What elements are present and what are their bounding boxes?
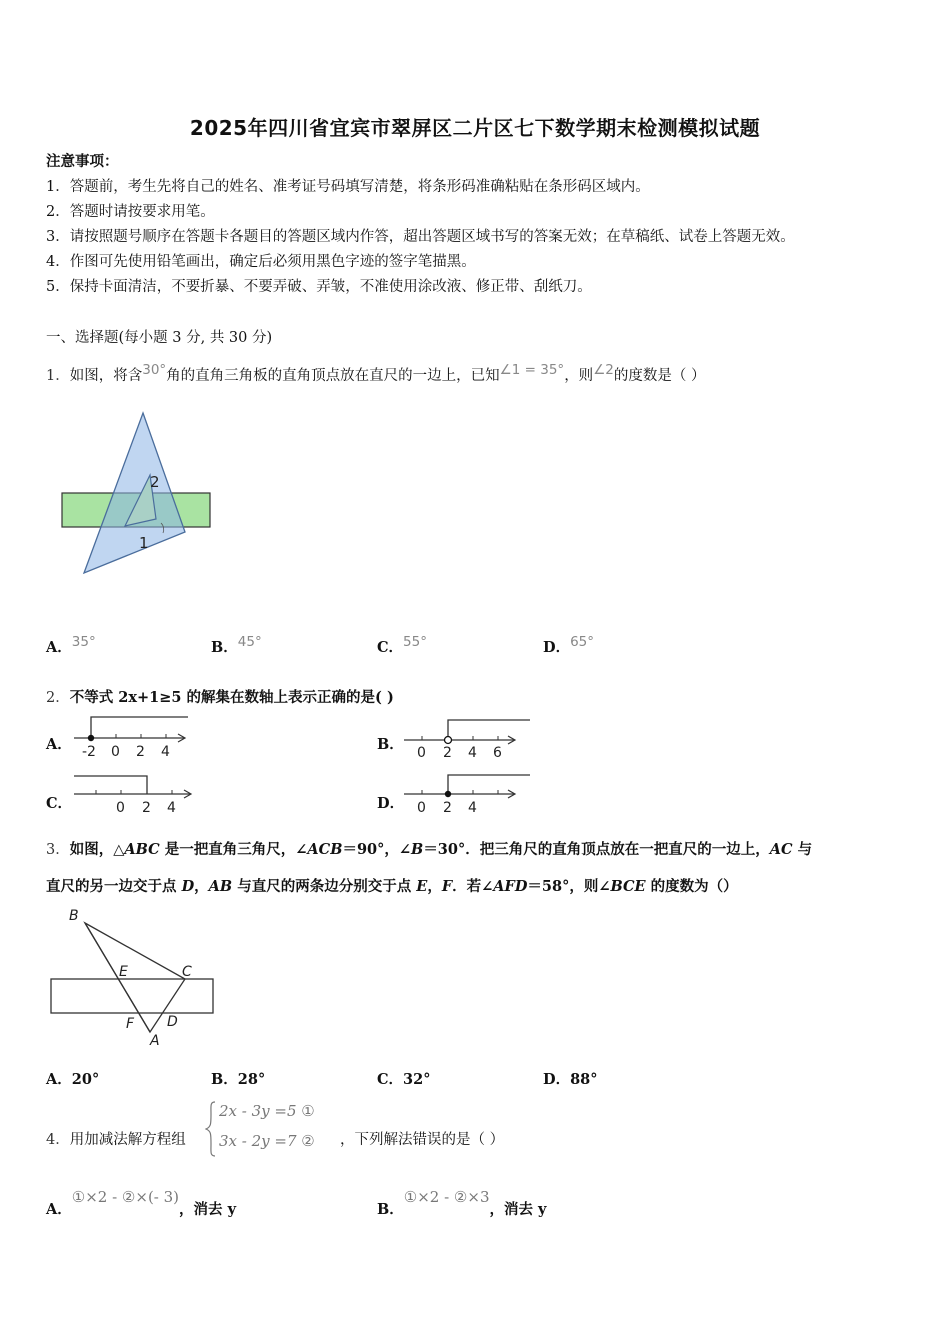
option-value: 88° <box>570 1071 598 1088</box>
option-expression: ①×2 - ②×3 <box>403 1188 490 1206</box>
q3-var: ACB <box>307 841 343 858</box>
point-D: D <box>167 1014 178 1030</box>
question-3-line2 <box>46 875 738 896</box>
question-number: 4． <box>46 1132 70 1148</box>
notice-heading: 注意事项： <box>46 153 119 170</box>
tick-label: 0 <box>116 800 125 816</box>
q1-figure <box>55 405 220 580</box>
question-number: 3． <box>46 842 70 858</box>
question-1 <box>46 362 706 385</box>
q4-option-b[interactable] <box>377 1188 547 1219</box>
option-letter: A． <box>46 736 72 753</box>
tick-label: 0 <box>417 800 426 816</box>
q2-option-d[interactable] <box>377 792 404 813</box>
option-value: 20° <box>71 1071 100 1088</box>
option-letter: B． <box>211 1071 238 1088</box>
q3-figure <box>45 905 220 1050</box>
q1-option-b[interactable] <box>211 634 262 657</box>
option-letter: C． <box>46 795 73 812</box>
notice-item: 4．作图可先使用铅笔画出，确定后必须用黑色字迹的签字笔描黑。 <box>46 254 476 270</box>
equation-mark: ① <box>301 1102 315 1120</box>
tick-label: 4 <box>161 744 170 760</box>
notice-item: 1．答题前，考生先将自己的姓名、准考证号码填写清楚，将条形码准确粘贴在条形码区域内。 <box>46 179 650 195</box>
q4-equation-system <box>205 1100 340 1158</box>
q1-option-d[interactable] <box>543 634 594 657</box>
q4-text-pre: 用加减法解方程组 <box>69 1132 186 1148</box>
q3-text: 与 <box>792 841 813 858</box>
tick-label: 0 <box>417 745 426 761</box>
q3-option-a[interactable] <box>46 1068 99 1089</box>
question-number: 2． <box>46 690 70 706</box>
q3-text: ．若∠ <box>452 878 494 895</box>
ruler <box>51 979 213 1013</box>
option-letter: C． <box>377 1071 404 1088</box>
tick-label: 4 <box>468 800 477 816</box>
solution-ray <box>448 720 530 740</box>
option-suffix: ，消去 y <box>489 1201 547 1218</box>
q3-text: 如图，△ <box>69 841 125 858</box>
q3-var: F <box>441 878 453 895</box>
question-number: 1． <box>46 367 70 384</box>
q3-var: AFD <box>493 878 528 895</box>
solid-point <box>88 735 94 741</box>
option-letter: B． <box>377 736 404 753</box>
q1-text-post: 的度数是（ ） <box>613 367 706 384</box>
tick-label: 2 <box>443 745 452 761</box>
q3-text: 是一把直角三角尺，∠ <box>159 841 308 858</box>
q3-text: 的度数为（） <box>645 878 738 895</box>
q3-text: ＝90°，∠ <box>342 841 412 858</box>
q3-text: ， <box>427 878 442 895</box>
q2-numberline-d <box>402 772 532 818</box>
q1-option-a[interactable] <box>46 634 96 657</box>
option-letter: D． <box>543 638 571 656</box>
q2-option-b[interactable] <box>377 733 404 754</box>
notice-item: 3．请按照题号顺序在答题卡各题目的答题区域内作答，超出答题区域书写的答案无效；在草稿纸、试卷上答题无效。 <box>46 229 795 245</box>
q1-text-pre: 如图，将含 <box>69 367 143 384</box>
q1-option-c[interactable] <box>377 634 427 657</box>
option-value: 65° <box>570 634 595 650</box>
q3-text: ＝58°，则∠ <box>527 878 611 895</box>
option-expression: ①×2 - ②×(- 3) <box>71 1188 180 1206</box>
q2-text: 不等式 2x+1≥5 的解集在数轴上表示正确的是( ) <box>69 689 394 706</box>
point-E: E <box>119 964 128 980</box>
option-value: 28° <box>237 1071 266 1088</box>
option-suffix: ，消去 y <box>179 1201 237 1218</box>
q3-var: B <box>411 841 424 858</box>
equation-mark: ② <box>301 1132 315 1150</box>
q3-var: ABC <box>124 841 160 858</box>
q3-text: ， <box>194 878 209 895</box>
side-ab <box>85 923 150 1032</box>
tick-label: 4 <box>167 800 176 816</box>
label-2: 2 <box>150 473 160 491</box>
q3-var: E <box>416 878 428 895</box>
label-1: 1 <box>139 534 149 552</box>
q1-angle1: ∠1 = 35° <box>499 362 565 378</box>
section-heading: 一、选择题(每小题 3 分, 共 30 分) <box>46 330 273 346</box>
option-letter: B． <box>377 1201 404 1218</box>
point-B: B <box>69 908 79 924</box>
q2-numberline-b <box>402 714 532 762</box>
option-letter: D． <box>543 1071 571 1088</box>
q4-option-a[interactable] <box>46 1188 237 1219</box>
q1-text-mid2: ，则 <box>564 367 594 384</box>
point-A: A <box>150 1033 160 1049</box>
question-4-pre <box>46 1128 186 1149</box>
option-value: 55° <box>403 634 427 650</box>
tick-label: 6 <box>493 745 502 761</box>
q3-var: D <box>181 878 195 895</box>
option-letter: A． <box>46 638 72 656</box>
point-C: C <box>182 964 192 980</box>
equation-text: 2x - 3y =5 <box>219 1102 297 1120</box>
q2-option-a[interactable] <box>46 733 72 754</box>
q3-option-d[interactable] <box>543 1068 598 1089</box>
option-value: 32° <box>403 1071 431 1088</box>
open-point <box>445 737 452 744</box>
question-2 <box>46 686 394 707</box>
option-letter: C． <box>377 638 404 656</box>
notice-item: 2．答题时请按要求用笔。 <box>46 204 215 220</box>
option-letter: A． <box>46 1201 72 1218</box>
q1-angle2: ∠2 <box>593 362 614 378</box>
q3-text: 直尺的另一边交于点 <box>46 878 182 895</box>
q2-numberline-c <box>72 772 197 818</box>
question-3-line1 <box>46 838 812 859</box>
tick-label: 2 <box>136 744 145 760</box>
q1-text-mid: 角的直角三角板的直角顶点放在直尺的一边上，已知 <box>166 367 500 384</box>
tick-label: -2 <box>82 744 96 760</box>
tick-label: 0 <box>111 744 120 760</box>
q3-text: ＝30°．把三角尺的直角顶点放在一把直尺的一边上， <box>423 841 770 858</box>
option-value: 35° <box>71 634 96 650</box>
q3-option-b[interactable] <box>211 1068 265 1089</box>
equation-2 <box>219 1132 315 1150</box>
tick-label: 2 <box>142 800 151 816</box>
solution-ray <box>91 717 188 738</box>
equation-1 <box>219 1102 315 1120</box>
q3-var: AB <box>208 878 233 895</box>
brace-icon <box>205 1100 217 1158</box>
solid-point <box>445 791 451 797</box>
option-letter: D． <box>377 795 405 812</box>
solution-ray <box>74 776 147 794</box>
q4-text-post: ，下列解法错误的是（ ） <box>340 1132 505 1148</box>
q1-angle30: 30° <box>142 362 167 378</box>
tick-label: 2 <box>443 800 452 816</box>
q3-text: 与直尺的两条边分别交于点 <box>232 878 417 895</box>
q2-numberline-a <box>72 714 192 762</box>
option-letter: B． <box>211 638 238 656</box>
solution-ray <box>448 775 530 794</box>
q3-option-c[interactable] <box>377 1068 430 1089</box>
page-title: 2025年四川省宜宾市翠屏区二片区七下数学期末检测模拟试题 <box>189 116 761 140</box>
option-value: 45° <box>237 634 262 650</box>
point-F: F <box>126 1016 135 1032</box>
q2-option-c[interactable] <box>46 792 72 813</box>
option-letter: A． <box>46 1071 72 1088</box>
tick-label: 4 <box>468 745 477 761</box>
q3-var: AC <box>769 841 793 858</box>
equation-text: 3x - 2y =7 <box>219 1132 297 1150</box>
notice-item: 5．保持卡面清洁，不要折暴、不要弄破、弄皱，不准使用涂改液、修正带、刮纸刀。 <box>46 279 592 295</box>
q3-var: BCE <box>610 878 646 895</box>
